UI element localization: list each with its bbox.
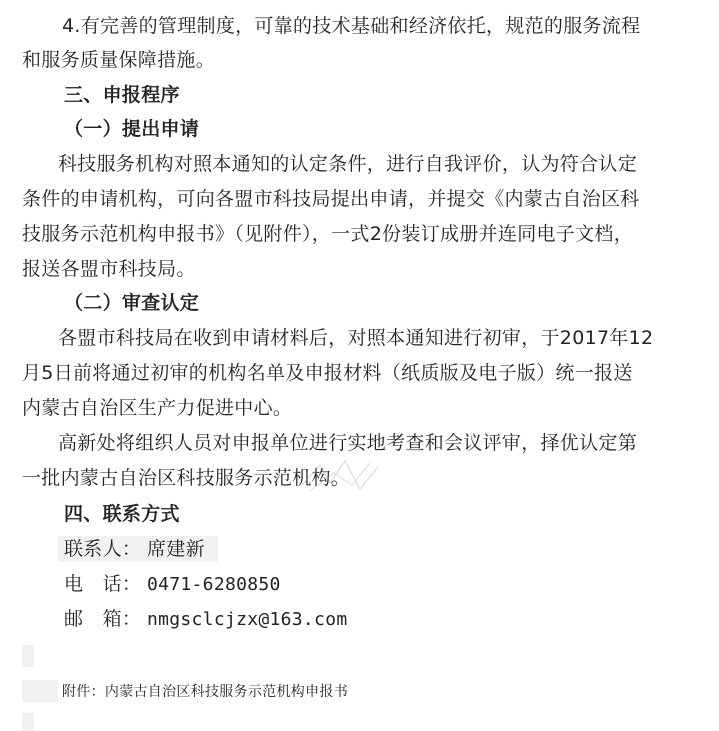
email-label: 邮 箱： [64,608,142,630]
paragraph-line: 科技服务机构对照本通知的认定条件，进行自我评价，认为符合认定 [58,153,638,175]
phone-value: 0471-6280850 [147,574,281,595]
paragraph-line: 高新处将组织人员对申报单位进行实地考查和会议评审，择优认定第 [58,432,638,454]
contact-label: 联系人： [64,538,142,560]
paragraph-line: 各盟市科技局在收到申请材料后，对照本通知进行初审，于2017年12 [58,327,654,349]
paragraph-line: 条件的申请机构，可向各盟市科技局提出申请，并提交《内蒙古自治区科 [22,188,640,210]
shade-block [22,713,34,731]
phone-label: 电 话： [64,573,142,595]
paragraph-line: 一批内蒙古自治区科技服务示范机构。 [22,467,351,489]
section-title: 四、联系方式 [64,503,180,525]
watermark-scribble [300,455,386,495]
shade-block [22,645,34,667]
subsection-title: （一）提出申请 [64,118,200,140]
paragraph-line: 月5日前将通过初审的机构名单及申报材料（纸质版及电子版）统一报送 [22,362,633,384]
paragraph-line: 4.有完善的管理制度，可靠的技术基础和经济依托，规范的服务流程 [62,15,641,37]
paragraph-line: 技服务示范机构申报书》（见附件），一式2份装订成册并连同电子文档， [22,223,633,245]
paragraph-line: 内蒙古自治区生产力促进中心。 [22,397,293,419]
paragraph-line: 报送各盟市科技局。 [22,258,196,280]
contact-name: 席建新 [147,538,205,560]
email-value: nmgsclcjzx@163.com [147,609,348,630]
section-title: 三、申报程序 [64,84,180,106]
subsection-title: （二）审查认定 [64,292,200,314]
attachment-line: 附件：内蒙古自治区科技服务示范机构申报书 [62,684,348,700]
paragraph-line: 和服务质量保障措施。 [22,49,216,71]
shade-block [22,680,58,702]
